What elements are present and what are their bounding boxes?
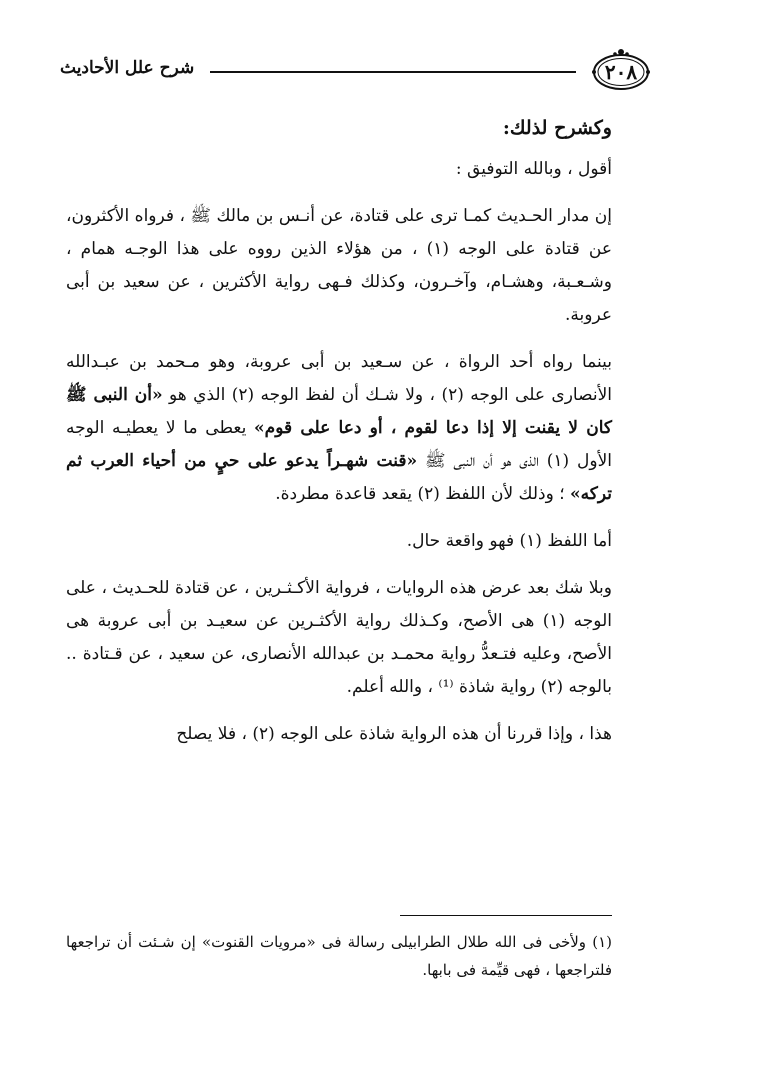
section-heading: وكشرح لذلك: bbox=[502, 117, 612, 139]
main-text bbox=[66, 112, 612, 765]
paragraph-text: بينما رواه أحد الرواة ، عن سـعيد بن أبى عروبة، وهو مـحمد بن عبـدالله الأنصارى على الوجه (٢) ، ولا شـك أن لفظ الوجه (٢) الذي هو bbox=[66, 352, 612, 405]
page-header bbox=[60, 46, 652, 98]
header-rule bbox=[210, 71, 576, 73]
paragraph-text: ؛ وذلك لأن اللفظ (٢) يقعد قاعدة مطردة. bbox=[275, 484, 571, 504]
page-number-ornament bbox=[590, 48, 652, 92]
paragraph-text: يعطى ما لا يعطيـه الوجه الأول (١) الذى هو أن النبى ﷺ bbox=[66, 418, 612, 471]
footnote-text: (١) ولأخى فى الله طلال الطرابيلى رسالة فى «مرويات القنوت» إن شـئت أن تراجعها فلتراجعها ، فهى قيِّمة فى بابها. bbox=[66, 933, 612, 979]
page-number: ٢٠٨ bbox=[604, 60, 638, 84]
paragraph: إن مدار الحـديث كمـا ترى على قتادة، عن أنـس بن مالك ﷺ ، فرواه الأكثرون، عن قتادة على الوجه (١) ، من هؤلاء الذين رووه على هذا الوجـه همام ، وشـعـبة، وهشـام، وآخـرون، وكذلك فـهى رواية الأكثرين ، عن سعيد بن أبى عروبة. bbox=[66, 206, 613, 325]
paragraph: أقول ، وبالله التوفيق : bbox=[455, 159, 612, 179]
paragraph: أما اللفظ (١) فهو واقعة حال. bbox=[406, 531, 612, 551]
hadith-quote: «قنت شهـراً يدعو على حيٍ من أحياء العرب ثم تركه» bbox=[66, 451, 612, 504]
footnote-separator bbox=[400, 915, 612, 916]
running-title: شرح علل الأحاديث bbox=[60, 58, 195, 78]
paragraph: هذا ، وإذا قررنا أن هذه الرواية شاذة على الوجه (٢) ، فلا يصلح bbox=[176, 724, 612, 744]
paragraph: وبلا شك بعد عرض هذه الروايات ، فرواية الأكـثـرين ، عن قتادة للحـديث ، على الوجه (١) هى الأصح، وكـذلك رواية الأكثـرين عن سعيـد بن أبى عروبة هى الأصح، وعليه فتـعدُّ رواية محمـد بن عبدالله الأنصارى، عن سعيد ، عن قـتادة .. بالوجه (٢) رواية شاذة ⁽¹⁾ ، والله أعلم. bbox=[66, 578, 612, 697]
hadith-quote: «أن النبى ﷺ كان لا يقنت إلا إذا دعا لقوم ، أو دعا على قوم» bbox=[66, 385, 612, 438]
footnote bbox=[66, 928, 612, 984]
paragraph bbox=[66, 346, 612, 511]
